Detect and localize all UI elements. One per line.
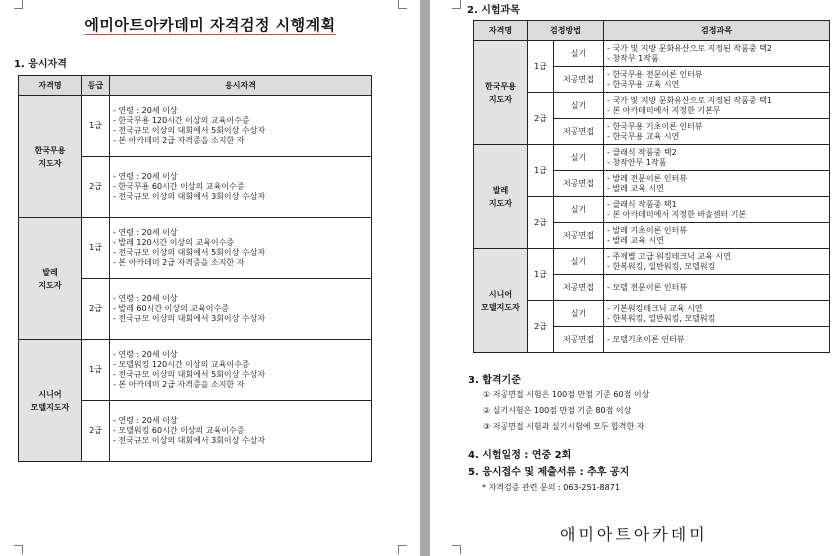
qualification-name: 지도자 — [38, 158, 62, 168]
subject-line: - 본 아카데미에서 지정한 바솔센터 기본 — [607, 209, 747, 219]
requirements-cell — [110, 96, 372, 157]
exam-subjects-cell — [604, 41, 830, 67]
qualification-name: 한국무용 — [34, 145, 66, 155]
exam-subjects-cell — [604, 301, 830, 327]
section-heading-qualification — [14, 55, 67, 70]
grade-cell: 2급 — [82, 157, 110, 218]
qualification-name: 지도자 — [38, 280, 62, 290]
section-heading-application: 5. 응시접수 및 제출서류 : 추후 공지 — [468, 467, 630, 478]
requirement-line: - 본 아카데미 2급 자격증을 소지한 자 — [113, 380, 245, 389]
subject-line: - 발레 기초이론 인터뷰 — [607, 225, 688, 235]
requirement-line: - 연령 : 20세 이상 — [113, 350, 178, 359]
requirement-line: - 본 아카데미 2급 자격증을 소지한 자 — [113, 136, 245, 145]
subject-line: - 한국무용 교육 시연 — [607, 131, 680, 141]
qualification-name-cell — [474, 145, 528, 249]
exam-subjects-cell — [604, 197, 830, 223]
section-heading-subjects — [467, 1, 520, 16]
requirement-line: - 전국규모 이상의 대회에서 5회이상 수상자 — [113, 248, 266, 257]
criteria-item: ② 실기시험은 100점 만점 기준 80점 이상 — [483, 406, 632, 415]
subject-line: - 한국무용 전문이론 인터뷰 — [607, 69, 703, 79]
crop-mark — [14, 0, 23, 9]
subject-line: - 한국무용 교육 시연 — [607, 79, 680, 89]
column-header-requirements: 응시자격 — [110, 76, 372, 96]
grade-cell: 1급 — [82, 340, 110, 401]
requirements-cell — [110, 157, 372, 218]
grade-cell: 1급 — [528, 41, 554, 93]
requirement-line: - 연령 : 20세 이상 — [113, 106, 178, 115]
table-row — [19, 96, 372, 157]
table-row — [474, 41, 830, 67]
exam-subjects-cell — [604, 223, 830, 249]
exam-subjects-cell — [604, 249, 830, 275]
requirement-line: - 본 아카데미 2급 자격증을 소지한 자 — [113, 258, 245, 267]
document-title: 에미아트아카데미 자격검정 시행계획 — [84, 16, 336, 34]
subject-line: - 본 아카데미에서 지정한 기본무 — [607, 105, 721, 115]
requirement-line: - 전국규모 이상의 대회에서 3회이상 수상자 — [113, 436, 266, 445]
table-row — [474, 197, 830, 223]
table-row — [474, 93, 830, 119]
crop-mark — [452, 0, 461, 9]
exam-method-cell: 저공면접 — [554, 67, 604, 93]
requirement-line: - 한국무용 60시간 이상의 교육이수증 — [113, 182, 245, 191]
crop-mark — [398, 545, 407, 554]
exam-method-cell: 실기 — [554, 249, 604, 275]
qualification-name: 발레 — [42, 267, 58, 277]
grade-cell: 1급 — [528, 249, 554, 301]
requirement-line: - 연령 : 20세 이상 — [113, 228, 178, 237]
subject-line: - 발레 교육 시연 — [607, 235, 664, 245]
requirements-cell — [110, 279, 372, 340]
criteria-item: ③ 저공면접 시험과 실기시험에 모두 합격한 자 — [483, 422, 645, 431]
column-header-grade: 등급 — [82, 76, 110, 96]
requirement-line: - 연령 : 20세 이상 — [113, 416, 178, 425]
grade-cell: 2급 — [82, 401, 110, 462]
grade-cell: 2급 — [82, 279, 110, 340]
subject-line: - 발레 교육 시연 — [607, 183, 664, 193]
requirement-line: - 전국규모 이상의 대회에서 3회이상 수상자 — [113, 192, 266, 201]
subject-line: - 한복워킹, 일반워킹, 모델워킹 — [607, 313, 716, 323]
exam-method-cell: 실기 — [554, 301, 604, 327]
qualification-name: 모델지도자 — [30, 402, 70, 412]
table-row — [19, 340, 372, 401]
column-header-subjects: 검정과목 — [604, 21, 830, 41]
qualification-name-cell — [19, 340, 82, 462]
requirement-line: - 발레 120시간 이상의 교육이수증 — [113, 238, 235, 247]
exam-subjects-cell — [604, 275, 830, 301]
requirements-cell — [110, 218, 372, 279]
grade-cell: 2급 — [528, 301, 554, 353]
exam-method-cell: 실기 — [554, 197, 604, 223]
requirements-cell — [110, 340, 372, 401]
subject-line: - 국가 및 지방 문화유산으로 지정된 작품중 택1 — [607, 95, 772, 105]
column-header-name: 자격명 — [474, 21, 528, 41]
qualification-name: 시니어 — [38, 389, 62, 399]
grade-cell: 1급 — [82, 218, 110, 279]
exam-subjects-cell — [604, 327, 830, 353]
requirement-line: - 연령 : 20세 이상 — [113, 294, 178, 303]
qualification-name: 모델지도자 — [481, 302, 520, 312]
qualification-name: 발레 — [492, 185, 509, 195]
contact-note: * 자격검증 관련 문의 : 063-251-8871 — [482, 483, 620, 492]
table-row — [19, 218, 372, 279]
exam-method-cell: 실기 — [554, 41, 604, 67]
subject-line: - 한국무용 기초이론 인터뷰 — [607, 121, 703, 131]
requirement-line: - 모델워킹 120시간 이상의 교육이수증 — [113, 360, 250, 369]
column-header-method: 검정방법 — [528, 21, 604, 41]
requirement-line: - 발레 60시간 이상의 교육이수증 — [113, 304, 229, 313]
subject-line: - 클래식 작품중 택2 — [607, 147, 677, 157]
qualification-name-cell — [19, 218, 82, 340]
subject-table — [473, 20, 830, 353]
requirement-line: - 전국규모 이상의 대회에서 5회이상 수상자 — [113, 126, 266, 135]
subject-line: - 모델기초이론 인터뷰 — [607, 334, 685, 344]
exam-method-cell: 저공면접 — [554, 327, 604, 353]
column-header-name: 자격명 — [19, 76, 82, 96]
crop-mark — [14, 545, 23, 554]
subject-line: - 주제별 고급 워킹테크닉 교육 시연 — [607, 251, 731, 261]
requirement-line: - 연령 : 20세 이상 — [113, 172, 178, 181]
subject-line: - 한복워킹, 일반워킹, 모델워킹 — [607, 261, 716, 271]
table-row — [474, 249, 830, 275]
exam-method-cell: 저공면접 — [554, 171, 604, 197]
exam-subjects-cell — [604, 67, 830, 93]
qualification-name-cell — [474, 249, 528, 353]
grade-cell: 1급 — [528, 145, 554, 197]
exam-method-cell: 저공면접 — [554, 275, 604, 301]
subject-line: - 창작무 1작품 — [607, 53, 659, 63]
requirement-line: - 모델워킹 60시간 이상의 교육이수증 — [113, 426, 245, 435]
table-row — [474, 145, 830, 171]
crop-mark — [452, 545, 461, 554]
subject-line: - 창작안무 1작품 — [607, 157, 667, 167]
section-heading-schedule: 4. 시험일정 : 연중 2회 — [468, 450, 572, 461]
grade-cell: 2급 — [528, 197, 554, 249]
exam-method-cell: 실기 — [554, 93, 604, 119]
qualification-name-cell — [19, 96, 82, 218]
subject-line: - 모델 전문이론 인터뷰 — [607, 282, 688, 292]
section-heading-pass-criteria — [468, 371, 521, 386]
subject-line: - 클래식 작품중 택1 — [607, 199, 677, 209]
criteria-item: ① 저공면접 시험은 100점 만점 기준 60점 이상 — [483, 390, 650, 399]
section-1-heading-text: 1. 응시자격 — [14, 59, 67, 70]
requirement-line: - 한국무용 120시간 이상의 교육이수증 — [113, 116, 250, 125]
crop-mark — [398, 0, 407, 9]
table-row — [474, 301, 830, 327]
requirement-line: - 전국규모 이상의 대회에서 3회이상 수상자 — [113, 314, 266, 323]
academy-signature: 애미아트아카데미 — [560, 525, 708, 544]
subject-line: - 기본워킹테크닉 교육 시연 — [607, 303, 703, 313]
exam-subjects-cell — [604, 171, 830, 197]
document-page-right — [430, 0, 839, 556]
requirements-cell — [110, 401, 372, 462]
qualification-name: 지도자 — [488, 94, 513, 104]
qualification-name: 지도자 — [488, 198, 513, 208]
grade-cell: 2급 — [528, 93, 554, 145]
exam-method-cell: 실기 — [554, 145, 604, 171]
requirement-line: - 전국규모 이상의 대회에서 5회이상 수상자 — [113, 370, 266, 379]
exam-method-cell: 저공면접 — [554, 119, 604, 145]
exam-subjects-cell — [604, 93, 830, 119]
qualification-name-cell — [474, 41, 528, 145]
subject-line: - 발레 전문이론 인터뷰 — [607, 173, 688, 183]
qualification-name: 한국무용 — [485, 81, 516, 91]
exam-subjects-cell — [604, 119, 830, 145]
section-3-heading-text: 3. 합격기준 — [468, 375, 521, 386]
section-2-heading-text: 2. 시험과목 — [467, 5, 520, 16]
grade-cell: 1급 — [82, 96, 110, 157]
exam-subjects-cell — [604, 145, 830, 171]
qualification-table — [18, 75, 372, 462]
subject-line: - 국가 및 지방 문화유산으로 지정된 작품중 택2 — [607, 43, 772, 53]
qualification-name: 시니어 — [488, 289, 513, 299]
exam-method-cell: 저공면접 — [554, 223, 604, 249]
